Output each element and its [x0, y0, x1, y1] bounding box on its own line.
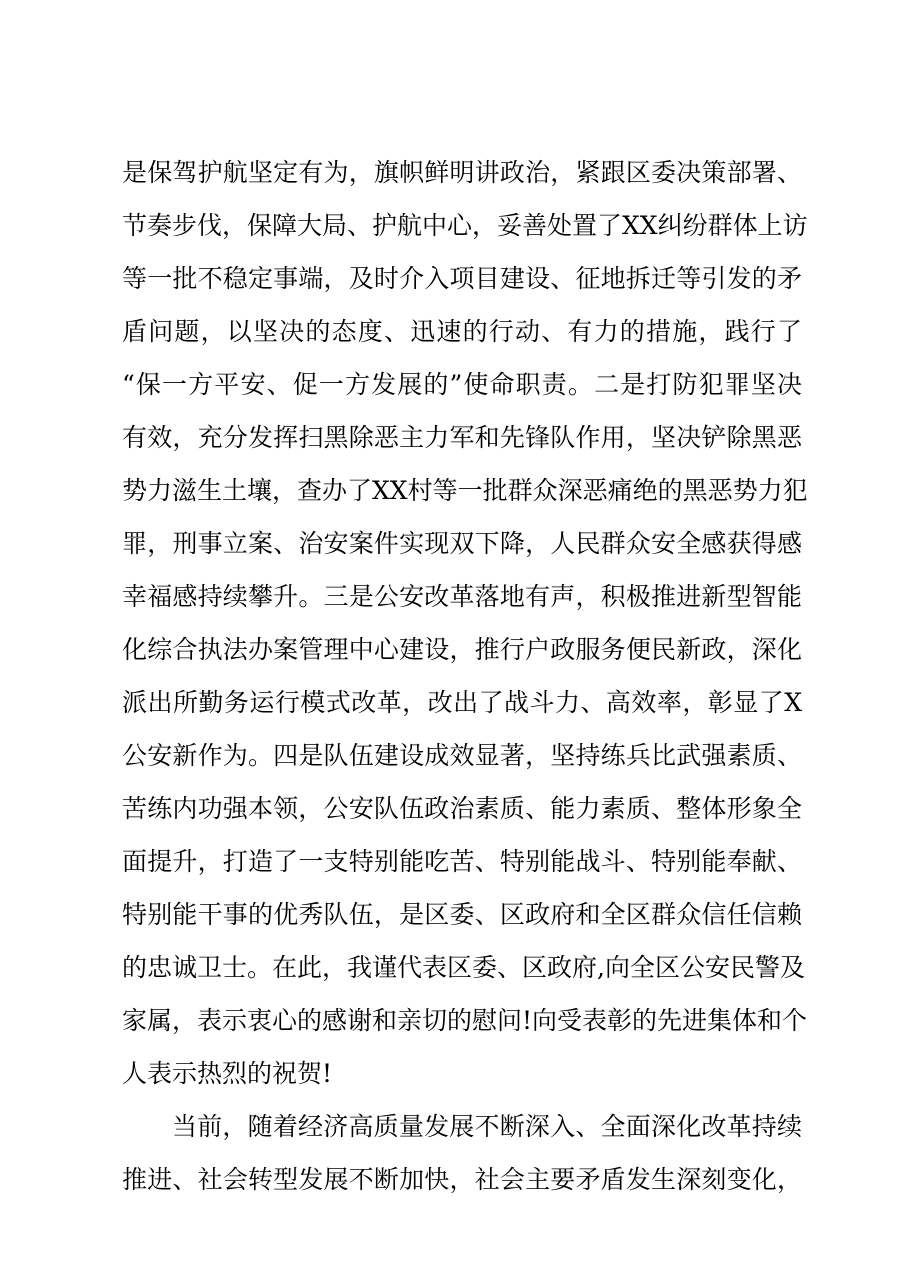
text-line: 的忠诚卫士。在此，我谨代表区委、区政府,向全区公安民警及: [122, 953, 805, 982]
text-line: 人表示热烈的祝贺!: [122, 1059, 333, 1088]
text-line: 等一批不稳定事端，及时介入项目建设、征地拆迁等引发的矛: [122, 264, 802, 293]
text-line: 公安新作为。四是队伍建设成效显著，坚持练兵比武强素质、: [122, 741, 802, 770]
text-line: 特别能干事的优秀队伍，是区委、区政府和全区群众信任信赖: [122, 900, 802, 929]
text-line: 化综合执法办案管理中心建设，推行户政服务便民新政，深化: [122, 635, 802, 664]
text-line: 罪，刑事立案、治安案件实现双下降，人民群众安全感获得感: [122, 529, 802, 558]
text-line: 节奏步伐，保障大局、护航中心，妥善处置了XX纠纷群体上访: [122, 211, 808, 240]
text-line: 幸福感持续攀升。三是公安改革落地有声，积极推进新型智能: [122, 582, 802, 611]
text-line: 面提升，打造了一支特别能吃苦、特别能战斗、特别能奉献、: [122, 847, 802, 876]
text-line: 是保驾护航坚定有为，旗帜鲜明讲政治，紧跟区委决策部署、: [122, 158, 802, 187]
paragraph-1: [122, 146, 808, 1100]
text-line: “保一方平安、促一方发展的”使命职责。二是打防犯罪坚决: [122, 370, 802, 399]
text-line: 家属，表示衷心的感谢和亲切的慰问!向受表彰的先进集体和个: [122, 1006, 808, 1035]
text-line: 当前，随着经济高质量发展不断深入、全面深化改革持续: [172, 1112, 802, 1141]
body-text: [122, 146, 808, 1206]
text-line: 推进、社会转型发展不断加快，社会主要矛盾发生深刻变化，: [122, 1165, 802, 1194]
text-line: 派出所勤务运行模式改革，改出了战斗力、高效率，彰显了X: [122, 688, 802, 717]
text-line: 苦练内功强本领，公安队伍政治素质、能力素质、整体形象全: [122, 794, 802, 823]
paragraph-2: [122, 1100, 802, 1206]
text-line: 盾问题，以坚决的态度、迅速的行动、有力的措施，践行了: [122, 317, 802, 346]
text-line: 有效，充分发挥扫黑除恶主力军和先锋队作用，坚决铲除黑恶: [122, 423, 802, 452]
text-line: 势力滋生土壤，查办了XX村等一批群众深恶痛绝的黑恶势力犯: [122, 476, 808, 505]
